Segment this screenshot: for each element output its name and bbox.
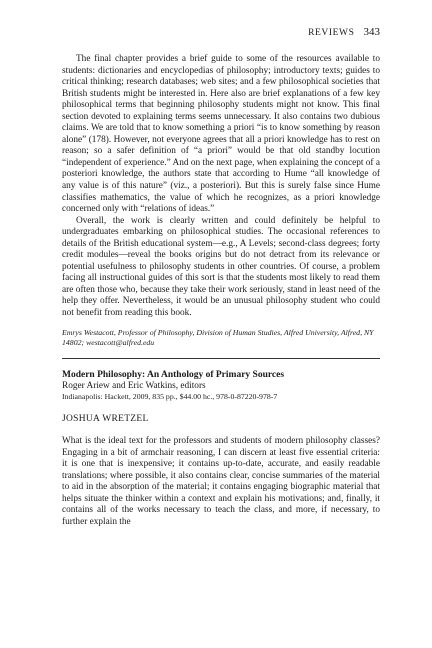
body-paragraph-2: Overall, the work is clearly written and could definitely be helpful to undergraduates embarking on philosophical studies. The occasional references to details of the British educational system—e.g., A Levels; second-class degrees; forty credit modules—reveal the books origins but do not detract from its relevance or potential usefulness to philosophy students in other countries. Of course, a problem facing all instructional guides of this sort is that the students most likely to read them are often those who, because they take their work seriously, stand in least need of the help they offer. Nevertheless, it would be an unusual philosophy student who could not benefit from reading this book. <box>62 215 380 319</box>
body-paragraph-1: The final chapter provides a brief guide to some of the resources available to students: dictionaries and encyclopedias of philosophy; introductory texts; guides to critical thinking; research databases; web sites; and a few philosophical societies that British students might be interested in. Here also are brief explanations of a few key philosophical terms that beginning philosophy students might not know. This final section devoted to explaining terms seems unnecessary. It also contains two dubious claims. We are told that to know something a priori “is to know something by reason alone” (178). However, not everyone agrees that all a priori knowledge has to rest on reason; so a safer definition of “a priori” would be that old standby locution “independent of experience.” And on the next page, when explaining the concept of a posteriori knowledge, the authors state that according to Hume “all knowledge of any value is of this nature” (viz., a posteriori). But this is surely false since Hume classifies mathematics, the value of which he recognizes, as a priori knowledge concerned only with “relations of ideas.” <box>62 54 380 215</box>
book-editors: Roger Ariew and Eric Watkins, editors <box>62 380 206 391</box>
running-head <box>62 26 380 38</box>
review-opening-paragraph: What is the ideal text for the professors and students of modern philosophy classes? Engaging in a bit of armchair reasoning, I can discern at least five essential criteria: it is one that is inexpensive; it contains up-to-date, accurate, and easily readable translations; where possible, it also contains clear, concise summaries of the material to aid in the absorption of the material; it contains engaging biographic material that helps situate the thinker within a context and explain his motivations; and, finally, it contains all of the works necessary to teach the class, and more, if necessary, to further explain the <box>62 436 380 527</box>
running-head-section: REVIEWS <box>308 28 355 38</box>
reviewer-name: JOSHUA WRETZEL <box>62 414 149 425</box>
book-title: Modern Philosophy: An Anthology of Primary Sources <box>62 369 285 380</box>
journal-page <box>62 26 380 528</box>
book-publication-info: Indianapolis: Hackett, 2009, 835 pp., $44.00 hc., 978-0-87220-978-7 <box>62 392 278 402</box>
section-divider <box>62 358 380 359</box>
reviewer-signature: Emrys Westacott, Professor of Philosophy, Division of Human Studies, Alfred University, Alfred, NY 14802; westacott@alfred.edu <box>62 327 374 347</box>
page-number: 343 <box>363 26 380 38</box>
